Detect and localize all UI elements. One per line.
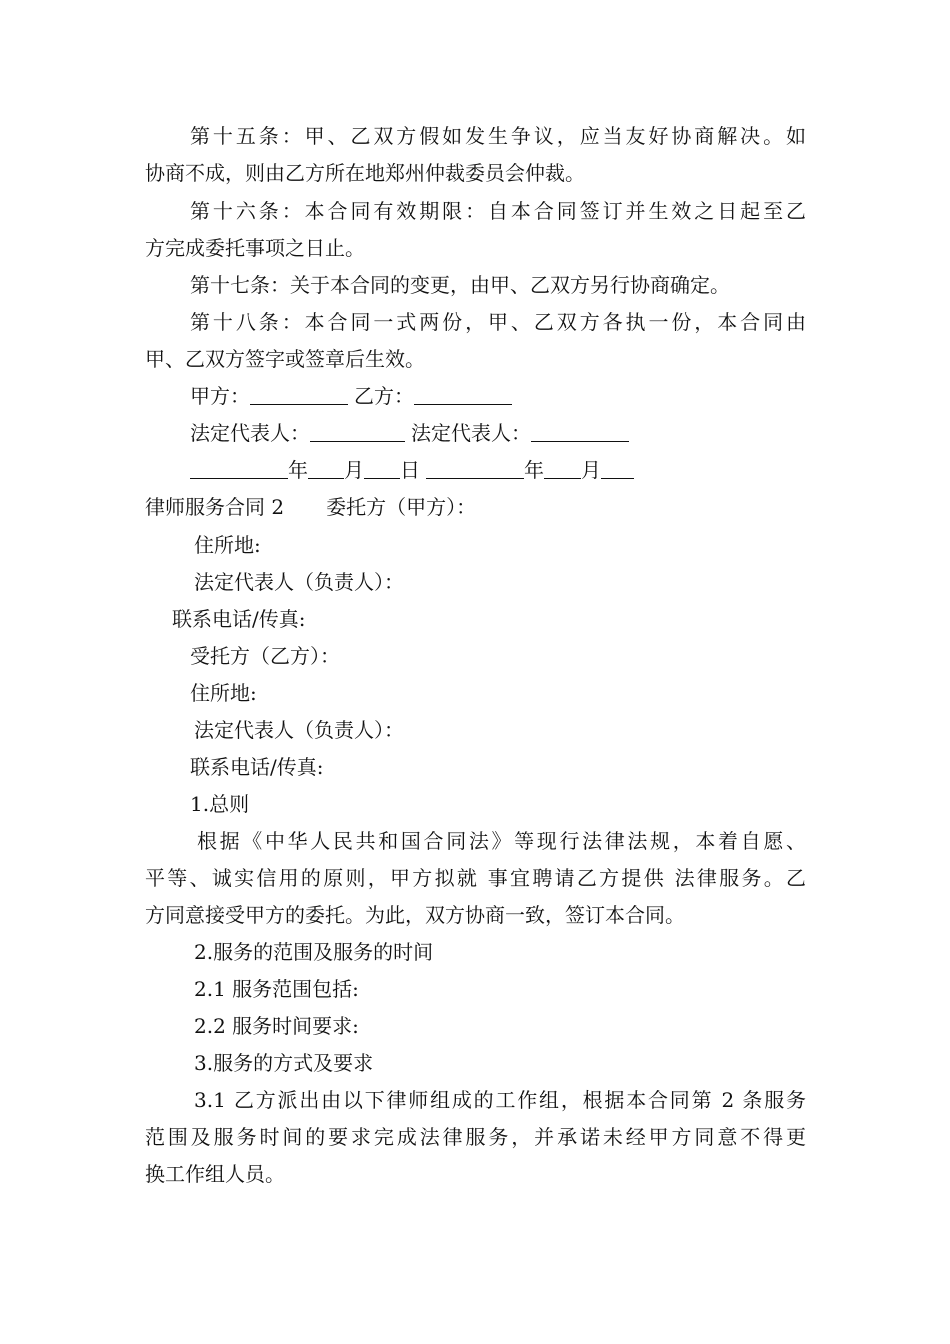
date-a-day-label: 日: [400, 458, 420, 482]
section-3-1-line-1: 3.1 乙方派出由以下律师组成的工作组，根据本合同第 2 条服务: [194, 1088, 806, 1112]
trustee-label: 受托方（乙方）：: [190, 644, 340, 668]
section-2-2: 2.2 服务时间要求:: [194, 1014, 359, 1038]
date-b-year-label: 年: [524, 458, 544, 482]
section-2-1: 2.1 服务范围包括:: [194, 977, 359, 1001]
rep-a-label: 法定代表人：: [190, 421, 310, 445]
date-a-day-blank: [364, 458, 400, 479]
client-contact: 联系电话/传真:: [172, 607, 306, 631]
article-17: 第十七条：关于本合同的变更，由甲、乙双方另行协商确定。: [190, 273, 730, 297]
client-label: 委托方（甲方）：: [326, 495, 477, 519]
date-a-month-label: 月: [344, 458, 364, 482]
date-a-month-blank: [308, 458, 344, 479]
rep-b-blank: [531, 421, 629, 442]
article-15-line-1: 第十五条：甲、乙双方假如发生争议，应当友好协商解决。如: [190, 124, 806, 148]
rep-b-label: 法定代表人：: [411, 421, 531, 445]
date-a-year-label: 年: [288, 458, 308, 482]
client-legal-rep: 法定代表人（负责人）：: [194, 570, 404, 594]
date-b-month-blank: [544, 458, 581, 479]
client-address: 住所地:: [194, 533, 261, 557]
section-1-line-3: 方同意接受甲方的委托。为此，双方协商一致，签订本合同。: [145, 903, 685, 927]
date-a-year-blank: [190, 458, 288, 479]
date-b-month-label: 月: [581, 458, 601, 482]
section-3-1-line-2: 范围及服务时间的要求完成法律服务，并承诺未经甲方同意不得更: [145, 1125, 806, 1149]
trustee-address: 住所地:: [190, 681, 257, 705]
section-2-title: 2.服务的范围及服务的时间: [194, 940, 434, 964]
signature-rep-line: [190, 419, 629, 447]
party-a-blank: [250, 384, 348, 405]
date-b-year-blank: [426, 458, 524, 479]
section-1-line-2: 平等、诚实信用的原则，甲方拟就 事宜聘请乙方提供 法律服务。乙: [145, 866, 806, 890]
trustee-contact: 联系电话/传真:: [190, 755, 324, 779]
section-1-title: 1.总则: [190, 792, 250, 816]
section-3-title: 3.服务的方式及要求: [194, 1051, 374, 1075]
section-3-1-line-3: 换工作组人员。: [145, 1162, 285, 1186]
party-a-label: 甲方：: [190, 384, 250, 408]
section-1-line-1: 根据《中华人民共和国合同法》等现行法律法规，本着自愿、: [197, 829, 806, 853]
rep-a-blank: [310, 421, 405, 442]
article-18-line-2: 甲、乙双方签字或签章后生效。: [145, 347, 425, 371]
article-16-line-2: 方完成委托事项之日止。: [145, 236, 365, 260]
date-b-day-blank: [601, 458, 634, 479]
party-b-blank: [414, 384, 512, 405]
article-18-line-1: 第十八条：本合同一式两份，甲、乙双方各执一份，本合同由: [190, 310, 806, 334]
contract-2-title: 律师服务合同 2: [145, 495, 285, 519]
contract-2-heading: [145, 493, 476, 521]
party-b-label: 乙方：: [354, 384, 414, 408]
signature-parties-line: [190, 382, 512, 410]
signature-date-line: [190, 456, 634, 484]
article-15-line-2: 协商不成，则由乙方所在地郑州仲裁委员会仲裁。: [145, 161, 585, 185]
article-16-line-1: 第十六条：本合同有效期限：自本合同签订并生效之日起至乙: [190, 199, 806, 223]
trustee-legal-rep: 法定代表人（负责人）：: [194, 718, 404, 742]
